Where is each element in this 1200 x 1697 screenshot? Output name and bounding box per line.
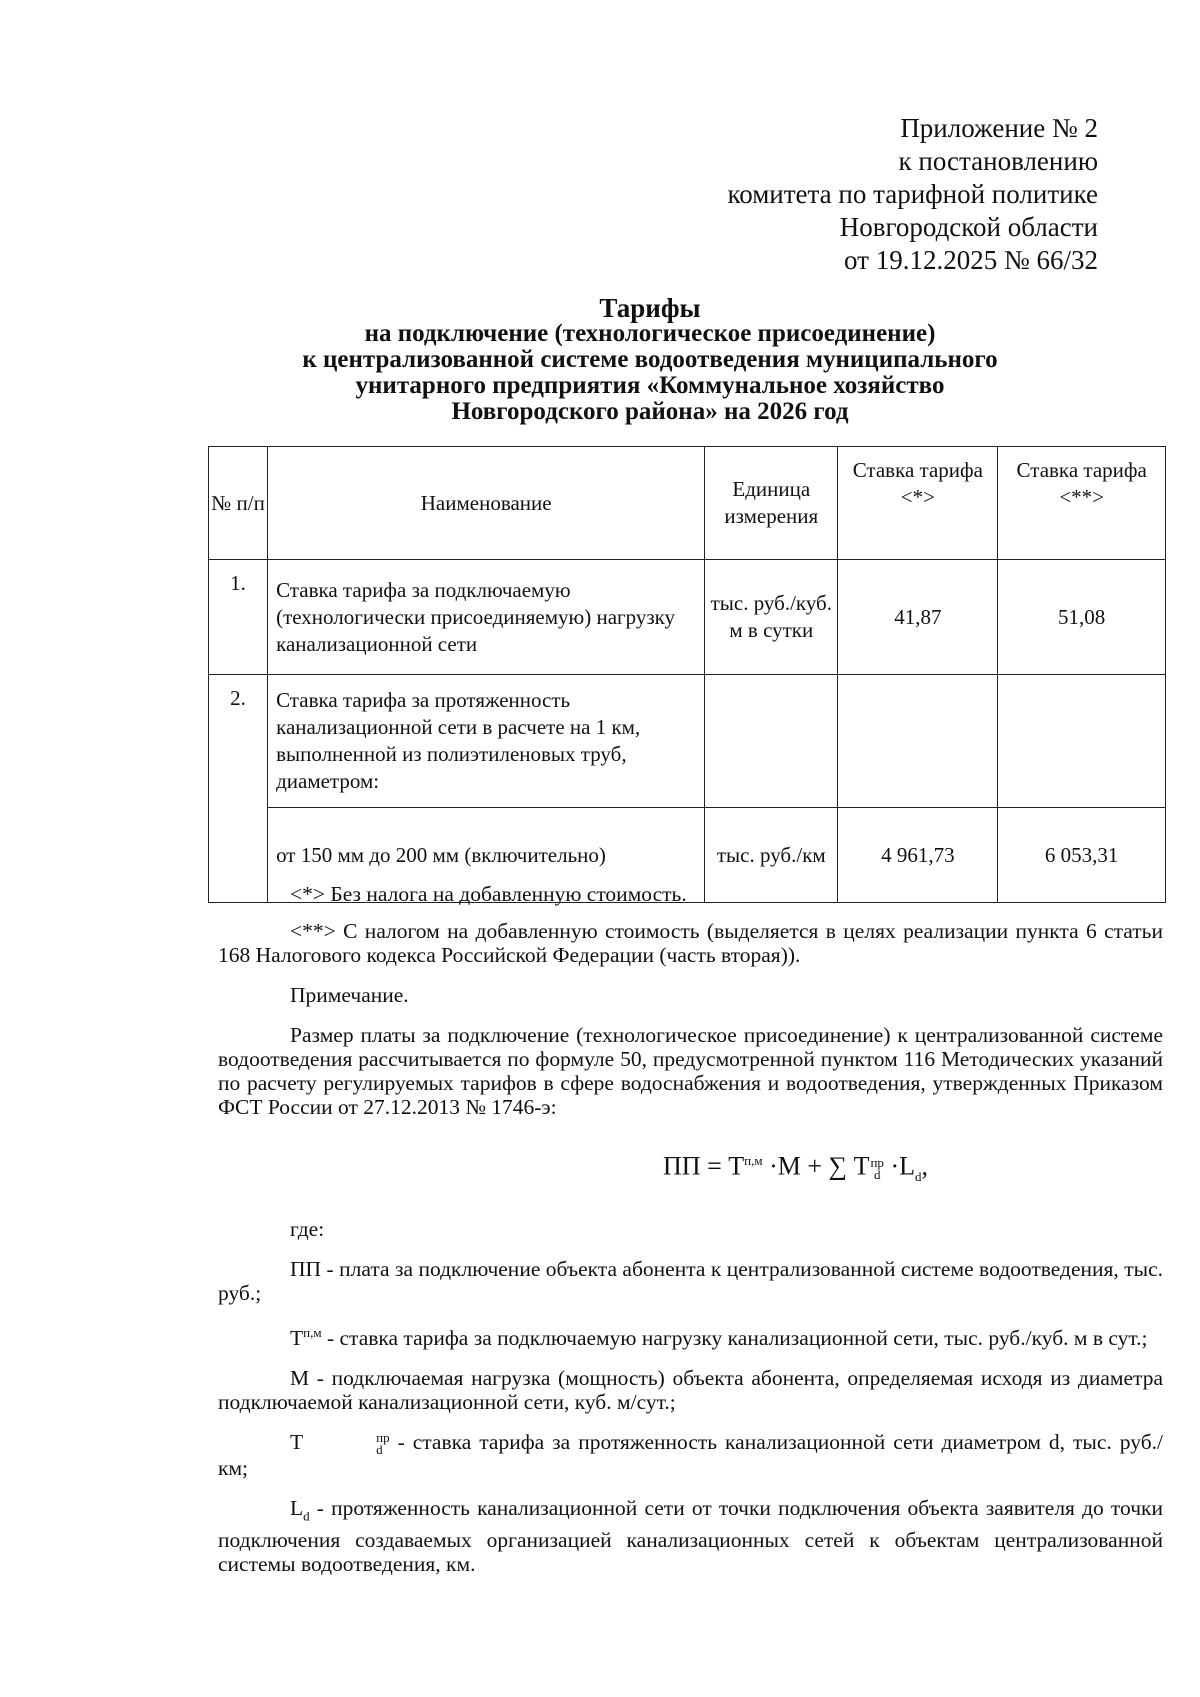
connection-fee-formula — [218, 1149, 1163, 1189]
appendix-line: к постановлению — [898, 146, 1098, 176]
title-line: Тарифы — [599, 293, 701, 323]
formula-l: ·L — [890, 1151, 915, 1181]
appendix-line: комитета по тарифной политике — [727, 179, 1098, 209]
def-ld-symbol: L — [290, 1496, 304, 1521]
appendix-line: Приложение № 2 — [900, 113, 1098, 143]
formula-l-sub: d — [914, 1168, 922, 1184]
formula-t-sup: п,м — [744, 1153, 763, 1168]
table-header-row — [209, 447, 1166, 560]
cell-rate-with-vat — [998, 675, 1166, 808]
where-label: где: — [290, 1216, 325, 1241]
header-name: Наименование — [268, 447, 705, 560]
header-rate-without-vat: Ставка тарифа <*> — [838, 447, 998, 560]
cell-no: 2. — [209, 675, 268, 903]
remark-heading: Примечание. — [290, 983, 409, 1007]
def-t-symbol: Т — [290, 1326, 304, 1350]
title-line: на подключение (технологическое присоединение) — [364, 320, 936, 347]
appendix-line: Новгородской области — [839, 212, 1098, 242]
tariff-table — [208, 446, 1166, 903]
cell-rate-with-vat: 51,08 — [998, 560, 1166, 675]
table-row — [209, 560, 1166, 675]
formula-pp: ПП — [663, 1151, 701, 1181]
header-rate-with-vat: Ставка тарифа <**> — [998, 447, 1166, 560]
cell-rate-without-vat — [838, 675, 998, 808]
formula-t2-sub: d — [873, 1166, 881, 1182]
document-title — [200, 295, 1100, 425]
cell-unit: тыс. руб./куб. м в сутки — [705, 560, 838, 675]
cell-name: от 150 мм до 200 мм (включительно) — [268, 808, 705, 903]
def-td-sup: пр — [376, 1430, 390, 1446]
footnote-without-vat: <*> Без налога на добавленную стоимость. — [290, 882, 687, 906]
def-td-indices — [304, 1432, 389, 1456]
definition-td — [218, 1430, 1163, 1480]
formula-m: ·М + — [769, 1151, 829, 1181]
def-t-sup: п,м — [303, 1324, 322, 1340]
header-no: № п/п — [209, 447, 268, 560]
formula-t2-indices — [870, 1154, 884, 1182]
definition-m: М - подключаемая нагрузка (мощность) объекта абонента, определяемая исходя из диаметра подключаемой канализационной сети, куб. м/сут.; — [218, 1366, 1163, 1414]
table-row — [209, 675, 1166, 808]
cell-rate-without-vat: 41,87 — [838, 560, 998, 675]
header-unit: Единица измерения — [705, 447, 838, 560]
formula-t2-sup: пр — [870, 1154, 884, 1170]
cell-name: Ставка тарифа за протяженность канализационной сети в расчете на 1 км, выполненной из полиэтиленовых труб, диаметром: — [268, 675, 705, 808]
def-td-sub: d — [376, 1442, 383, 1458]
appendix-line: от 19.12.2025 № 66/32 — [844, 245, 1098, 275]
cell-unit — [705, 675, 838, 808]
definition-pp: ПП - плата за подключение объекта абонента к централизованной системе водоотведения, тыс. руб.; — [218, 1256, 1163, 1305]
cell-no: 1. — [209, 560, 268, 675]
def-td-text: - ставка тарифа за протяженность канализационной сети диаметром d, тыс. руб./км; — [218, 1430, 1163, 1481]
formula-eq: = — [707, 1151, 722, 1181]
formula-sum: ∑ — [828, 1151, 848, 1181]
definition-t — [218, 1321, 1163, 1350]
cell-rate-with-vat: 6 053,31 — [998, 808, 1166, 903]
definition-ld — [218, 1496, 1163, 1576]
def-ld-sub: d — [303, 1508, 310, 1524]
title-line: Новгородского района» на 2026 год — [451, 398, 849, 425]
formula-t2: Т — [853, 1151, 870, 1181]
def-td-symbol: Т — [290, 1430, 304, 1454]
cell-rate-without-vat: 4 961,73 — [838, 808, 998, 903]
def-ld-text: - протяженность канализационной сети от точки подключения объекта заявителя до точки подключения создаваемых организацией канализационных сетей к объектам централизованной системы водоотведения, км. — [218, 1496, 1163, 1577]
notes-section — [218, 882, 1163, 1576]
formula-end: , — [921, 1151, 928, 1181]
footnote-with-vat: <**> С налогом на добавленную стоимость (выделяется в целях реализации пункта 6 статьи 168 Налогового кодекса Российской Федерации (часть вторая)). — [218, 919, 1163, 967]
cell-unit: тыс. руб./км — [705, 808, 838, 903]
title-line: к централизованной системе водоотведения муниципального — [302, 346, 998, 373]
title-line: унитарного предприятия «Коммунальное хозяйство — [355, 372, 945, 399]
appendix-header — [498, 112, 1098, 277]
formula-intro-paragraph: Размер платы за подключение (технологическое присоединение) к централизованной системе водоотведения рассчитывается по формуле 50, предусмотренной пунктом 116 Методических указаний по расчету регулируемых тарифов в сфере водоснабжения и водоотведения, утвержденных Приказом ФСТ России от 27.12.2013 № 1746-э: — [218, 1023, 1163, 1119]
def-t-text: - ставка тарифа за подключаемую нагрузку канализационной сети, тыс. руб./куб. м в сут.; — [321, 1326, 1148, 1350]
formula-t: Т — [728, 1151, 745, 1181]
cell-name: Ставка тарифа за подключаемую (технологически присоединяемую) нагрузку канализационной сети — [268, 560, 705, 675]
